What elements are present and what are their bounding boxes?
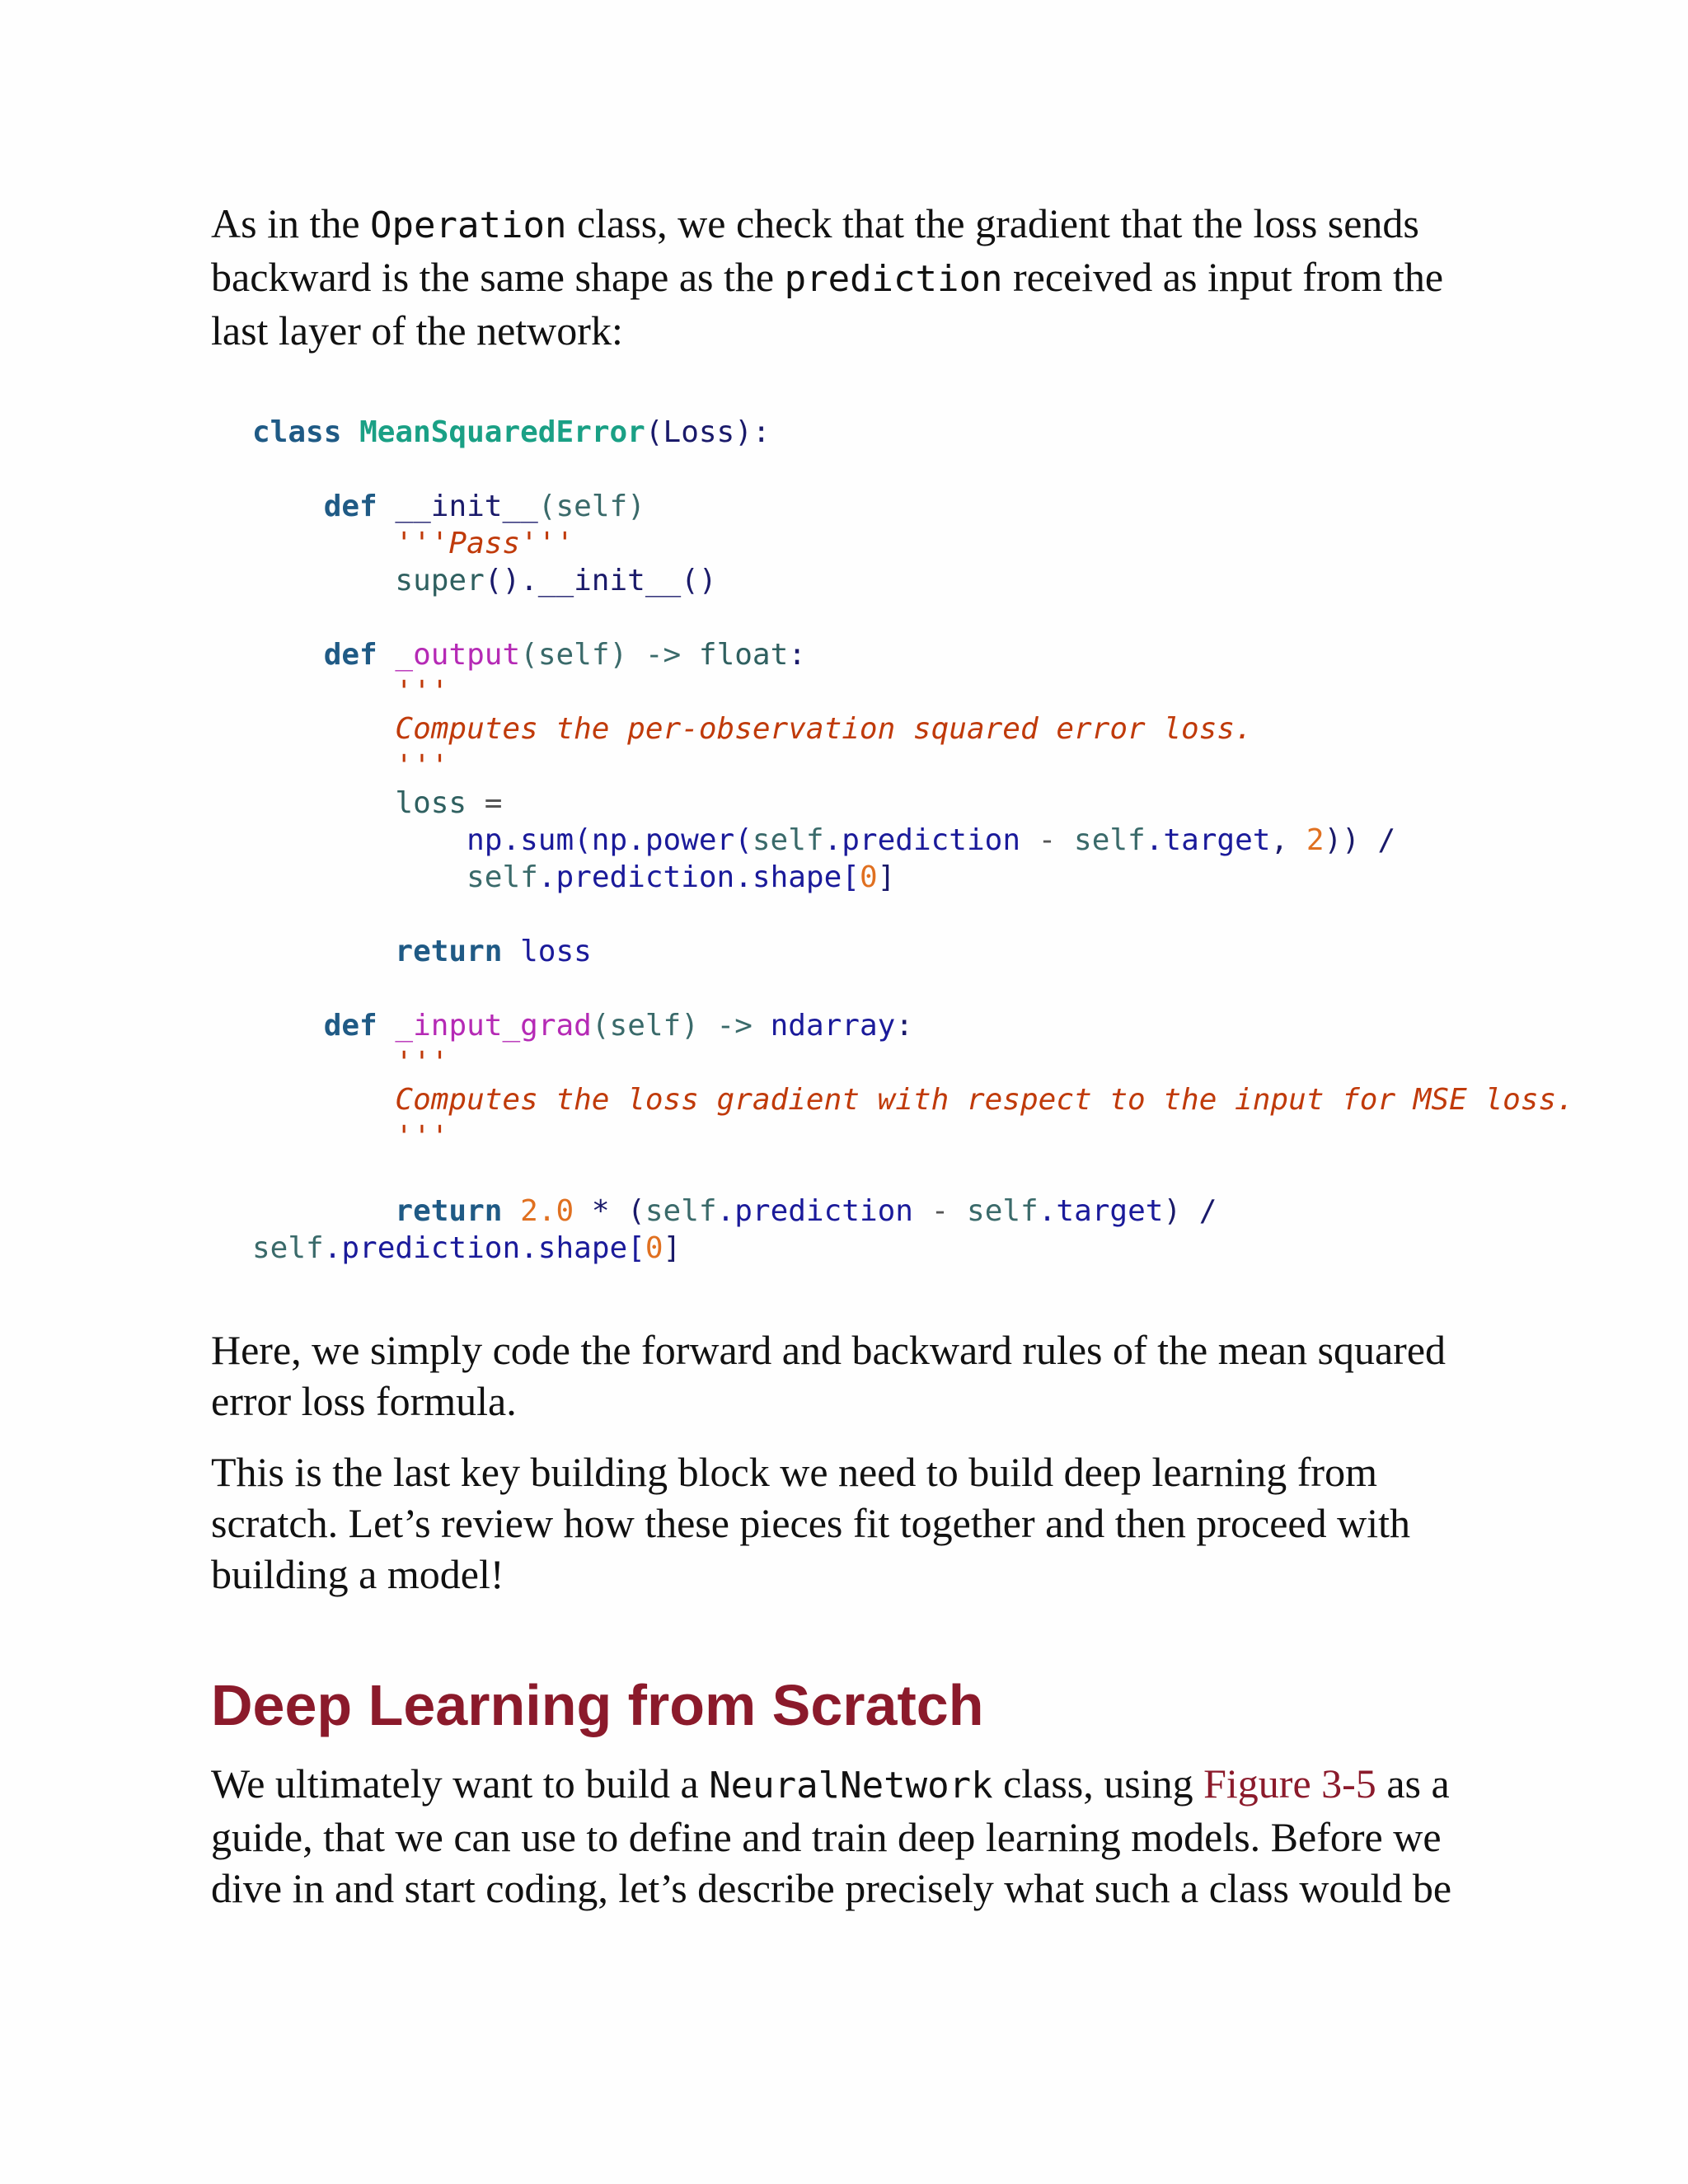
code-docstring-quotes: ''' — [395, 1120, 449, 1154]
code-keyword: def — [323, 490, 377, 523]
code-docstring-quotes: ''' — [395, 675, 449, 709]
code-assign: = — [467, 786, 503, 820]
code-prediction-attr: .prediction — [716, 1194, 913, 1228]
intro-text-3: received as input from the last layer of the network: — [211, 254, 1444, 354]
code-float-type: float — [698, 638, 789, 672]
code-self: self — [645, 1194, 717, 1228]
summary-paragraph: Here, we simply code the forward and backward rules of the mean squared error loss formula. — [211, 1327, 1447, 1424]
code-shape-attr: .shape[ — [734, 860, 860, 894]
section-heading: Deep Learning from Scratch — [211, 1673, 984, 1737]
code-number-zero: 0 — [645, 1231, 663, 1265]
code-grad-docstring: Computes the loss gradient with respect to the input for MSE loss. — [395, 1083, 1574, 1117]
section-text-1: We ultimately want to build a — [211, 1760, 710, 1807]
code-init-name: __init__ — [395, 490, 538, 523]
code-keyword: class — [252, 415, 342, 449]
inline-code-operation: Operation — [370, 204, 567, 246]
intro-text-1: As in the — [211, 200, 371, 246]
code-close-div: )) / — [1324, 823, 1396, 857]
code-return-loss: loss — [502, 935, 592, 968]
page-content — [211, 198, 1574, 1914]
code-number-two: 2 — [1306, 823, 1325, 857]
code-close-bracket: ] — [663, 1231, 682, 1265]
code-output-sig: (self) -> — [591, 1009, 771, 1043]
code-minus: - — [912, 1194, 968, 1228]
code-init-docstring: '''Pass''' — [395, 527, 574, 560]
code-prediction-attr: .prediction — [537, 860, 735, 894]
code-comma: , — [1270, 823, 1306, 857]
code-target-attr: .target — [1145, 823, 1271, 857]
code-shape-attr: .shape[ — [520, 1231, 645, 1265]
code-docstring-quotes: ''' — [395, 1046, 449, 1080]
inline-code-prediction: prediction — [784, 258, 1003, 300]
code-colon: : — [895, 1009, 913, 1043]
code-self: self — [752, 823, 824, 857]
code-keyword-return: return — [395, 1194, 503, 1228]
code-super-rest: ().__init__() — [484, 564, 717, 598]
code-self: self — [467, 860, 538, 894]
figure-link[interactable]: Figure 3-5 — [1203, 1760, 1376, 1807]
code-keyword-return: return — [395, 935, 503, 968]
code-self: self — [1074, 823, 1146, 857]
code-output-name: _output — [395, 638, 521, 672]
inline-code-neuralnetwork: NeuralNetwork — [709, 1765, 993, 1807]
code-number-two-point-zero: 2.0 — [520, 1194, 574, 1228]
intro-paragraph — [211, 198, 1497, 356]
intro-text-2: class, we check that the gradient that the loss sends backward is the same shape as the — [211, 200, 1419, 300]
code-close-bracket: ] — [877, 860, 896, 894]
code-prediction-attr: .prediction — [823, 823, 1020, 857]
code-class-name: MeanSquaredError — [359, 415, 645, 449]
code-block-mse — [211, 414, 1574, 1267]
code-docstring-quotes: ''' — [395, 749, 449, 783]
section-text-2: class, using — [992, 1760, 1204, 1807]
section-paragraph — [211, 1758, 1497, 1914]
code-output-sig: (self) -> — [520, 638, 699, 672]
section-text-3: as a guide, that we can use to define and train deep learning models. Before we dive in and start coding, let’s describe precisely what such a class would be — [211, 1760, 1452, 1911]
code-minus: - — [1020, 823, 1075, 857]
code-keyword: def — [323, 638, 377, 672]
code-keyword: def — [323, 1009, 377, 1043]
code-loss-var: loss — [395, 786, 467, 820]
code-class-base: (Loss): — [645, 415, 771, 449]
code-number-zero: 0 — [859, 860, 878, 894]
code-np-sum: np.sum(np.power( — [467, 823, 753, 857]
code-target-attr: .target — [1038, 1194, 1164, 1228]
code-self: self — [967, 1194, 1039, 1228]
code-close-paren-div: ) / — [1163, 1194, 1217, 1228]
code-self: self — [252, 1231, 324, 1265]
code-colon: : — [788, 638, 806, 672]
code-ndarray-type: ndarray — [770, 1009, 896, 1043]
code-prediction-attr: .prediction — [323, 1231, 521, 1265]
code-init-args: (self) — [537, 490, 645, 523]
code-super: super — [395, 564, 485, 598]
code-times-open: * ( — [574, 1194, 645, 1228]
code-output-docstring: Computes the per-observation squared error loss. — [395, 712, 1253, 746]
code-grad-name: _input_grad — [395, 1009, 592, 1043]
transition-paragraph: This is the last key building block we need to build deep learning from scratch. Let’s review how these pieces fit together and then proceed with building a model! — [211, 1449, 1411, 1597]
